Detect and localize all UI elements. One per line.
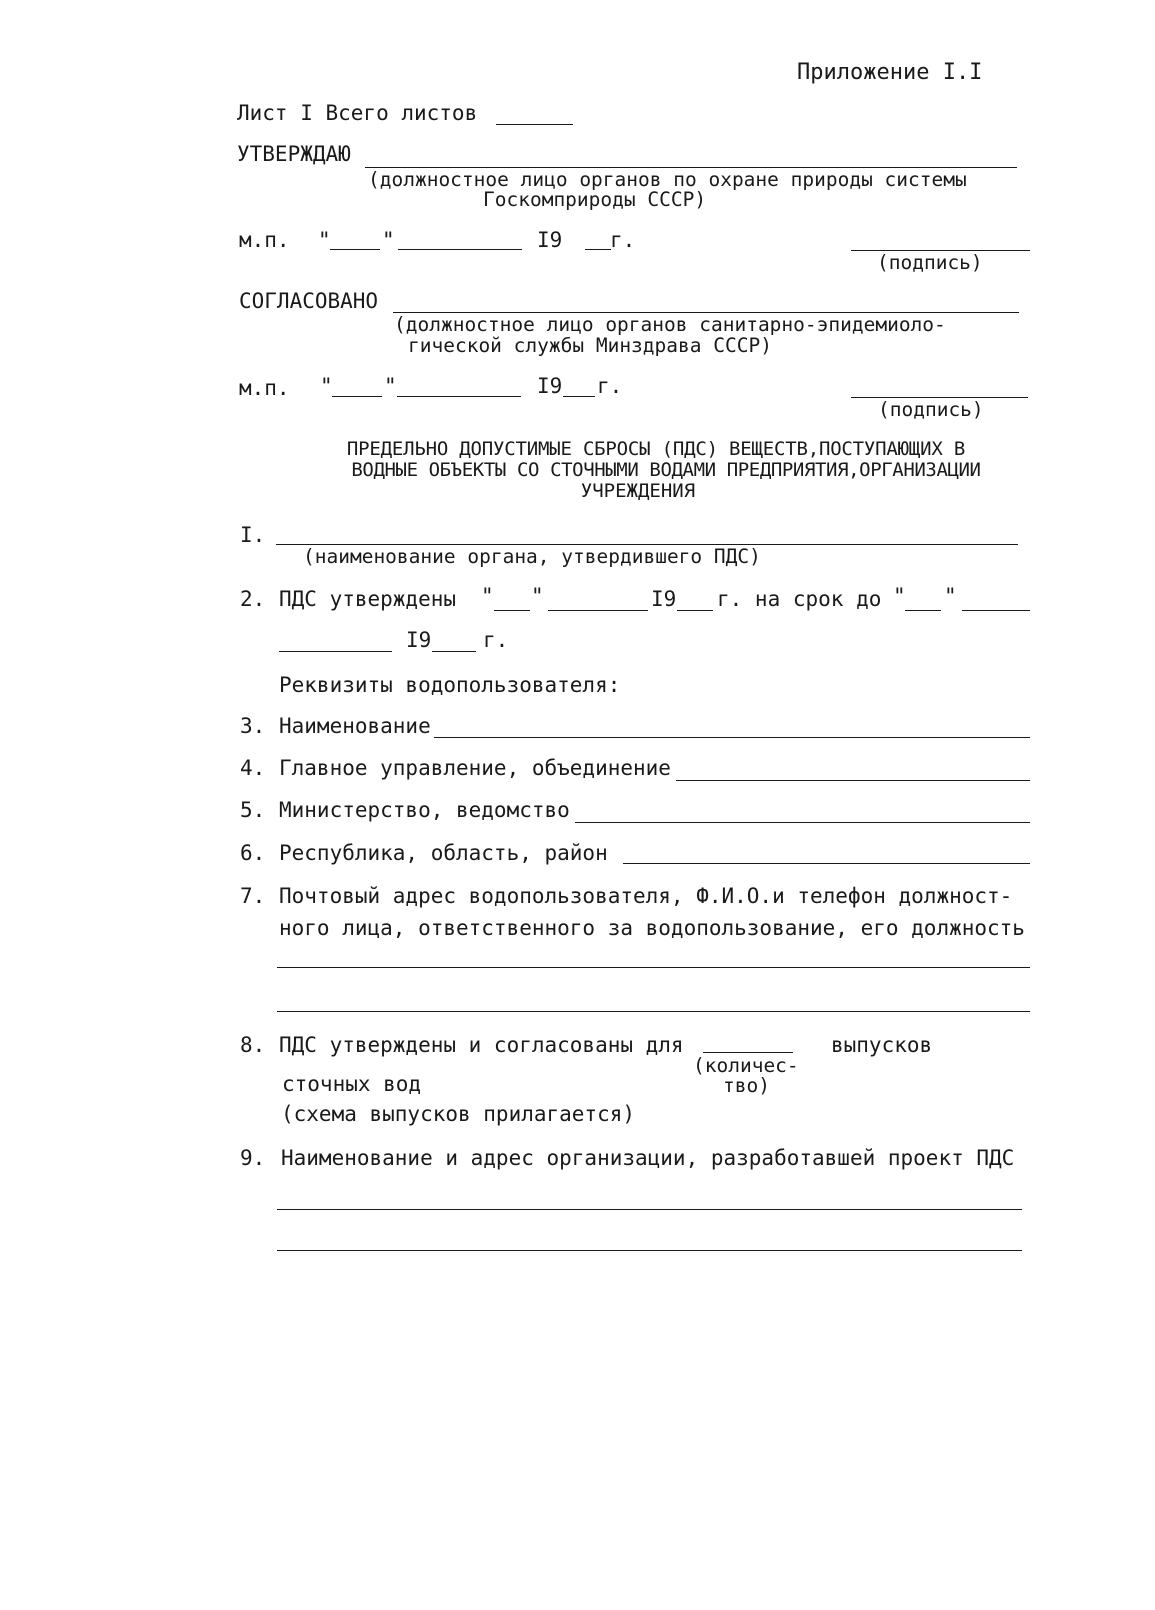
item-2-quote-close: " [531,584,544,608]
item-4-label: Главное управление, объединение [279,756,671,780]
item-7-line1: Почтовый адрес водопользователя, Ф.И.О.и телефон должност- [279,884,1013,908]
item-8-quantity-caption2: тво) [723,1074,770,1097]
item-1-number: I. [240,523,266,547]
item-5-field[interactable] [575,822,1030,823]
item-8-label: ПДС утверждены и согласованы для [279,1033,684,1057]
item-2-day2-field[interactable] [905,610,941,611]
approve-month-field[interactable] [398,249,522,250]
approve-quote-open: " [318,228,331,252]
agree-stamp-label: м.п. [239,376,290,400]
item-8-quantity-field[interactable] [703,1052,793,1053]
approve-year-label: I9 [537,228,563,252]
agree-quote-open: " [320,374,333,398]
agree-month-field[interactable] [397,396,521,397]
approve-year-suffix: г. [610,228,636,252]
item-7-field-line1[interactable] [277,967,1030,968]
item-8-line2: сточных вод [282,1072,422,1096]
sheet-count-field[interactable] [496,124,573,125]
item-2-month2-field[interactable] [962,610,1030,611]
approve-caption-line2: Госкомприроды СССР) [483,188,707,211]
agree-caption-line2: гической службы Минздрава СССР) [408,334,772,357]
agree-caption-line1: (должностное лицо органов санитарно-эпидемиоло- [394,313,946,336]
item-8-line3: (схема выпусков прилагается) [281,1102,636,1126]
item-2-month2-cont-field[interactable] [279,651,392,652]
item-2-day-field[interactable] [494,610,530,611]
document-title-line3: УЧРЕЖДЕНИЯ [580,480,696,502]
item-7-number: 7. [240,884,266,908]
item-2-quote-open: " [481,584,494,608]
requisites-heading: Реквизиты водопользователя: [279,673,621,697]
approve-stamp-label: м.п. [239,228,290,252]
appendix-label: Приложение I.I [797,60,983,85]
item-3-number: 3. [240,714,266,738]
item-5-label: Министерство, ведомство [279,798,570,822]
item-3-field[interactable] [434,737,1030,738]
approve-label: УТВЕРЖДАЮ [237,142,351,166]
item-2-year2-field[interactable] [432,651,476,652]
approve-day-field[interactable] [330,249,380,250]
item-3-label: Наименование [279,714,431,738]
item-8-after-label: выпусков [831,1033,933,1057]
item-2-mid-text: г. на срок до [717,587,882,611]
item-2-year2-label: I9 [406,628,432,652]
item-9-label: Наименование и адрес организации, разработавшей проект ПДС [281,1146,1015,1170]
item-2-text: ПДС утверждены [279,587,457,611]
approve-quote-close: " [382,228,395,252]
item-1-caption: (наименование органа, утвердившего ПДС) [303,545,761,568]
agree-day-field[interactable] [332,396,382,397]
item-6-label: Республика, область, район [279,841,608,865]
item-2-number: 2. [240,587,266,611]
item-4-field[interactable] [676,780,1030,781]
approve-year-field[interactable] [585,249,611,250]
agree-label: СОГЛАСОВАНО [239,289,379,313]
agree-year-field[interactable] [563,396,595,397]
item-6-field[interactable] [623,863,1030,864]
sheet-count-label: Лист I Всего листов [237,101,478,125]
item-2-quote2-open: " [893,584,906,608]
item-9-number: 9. [240,1146,266,1170]
document-title-line1: ПРЕДЕЛЬНО ДОПУСТИМЫЕ СБРОСЫ (ПДС) ВЕЩЕСТВ,ПОСТУПАЮЩИХ В [346,438,966,460]
item-4-number: 4. [240,756,266,780]
item-7-line2: ного лица, ответственного за водопользование, его должность [279,916,1025,940]
item-8-quantity-caption1: (количес- [693,1054,799,1077]
agree-quote-close: " [384,374,397,398]
agree-year-suffix: г. [597,374,623,398]
item-2-suffix: г. [483,628,509,652]
item-2-year-label: I9 [651,587,677,611]
agree-year-label: I9 [537,374,563,398]
item-5-number: 5. [240,798,266,822]
approve-signature-caption: (подпись) [877,251,983,274]
agree-signature-caption: (подпись) [878,398,984,421]
item-6-number: 6. [240,841,266,865]
item-7-field-line2[interactable] [277,1011,1030,1012]
document-title-line2: ВОДНЫЕ ОБЪЕКТЫ СО СТОЧНЫМИ ВОДАМИ ПРЕДПРИЯТИЯ,ОРГАНИЗАЦИИ [351,459,981,481]
item-2-month-field[interactable] [548,610,648,611]
item-2-year-field[interactable] [677,610,713,611]
item-9-field-line1[interactable] [277,1209,1022,1210]
approve-caption-line1: (должностное лицо органов по охране природы системы [368,168,967,191]
item-9-field-line2[interactable] [277,1250,1022,1251]
item-8-number: 8. [240,1033,266,1057]
item-2-quote2-close: " [944,584,957,608]
